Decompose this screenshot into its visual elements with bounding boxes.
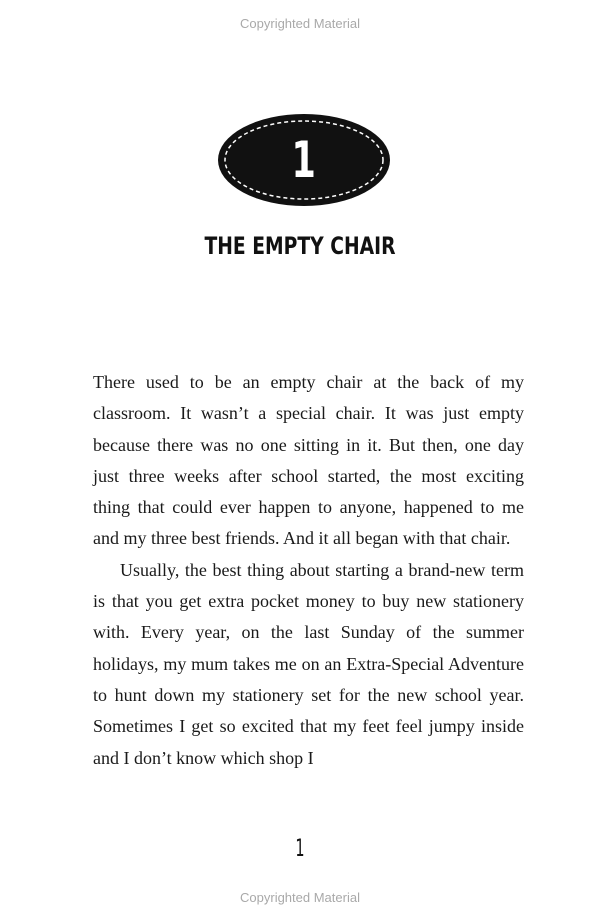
page-number: 1: [295, 834, 305, 862]
chapter-body: [93, 367, 524, 774]
chapter-number: 1: [291, 131, 317, 189]
copyright-watermark-top: Copyrighted Material: [240, 16, 360, 31]
chapter-title: THE EMPTY CHAIR: [204, 232, 396, 260]
paragraph-2: Usually, the best thing about starting a brand-new term is that you get extra pocket money to buy new stationery with. Every year, on the last Sunday of the summer holidays, my mum takes me on an Extra-Special Adventure to hunt down my stationery set for the new school year. Sometimes I get so excited that my feet feel jumpy inside and I don’t know which shop I: [93, 559, 524, 768]
copyright-watermark-bottom: Copyrighted Material: [240, 890, 360, 905]
paragraph-1: There used to be an empty chair at the back of my classroom. It wasn’t a special chair. It was just empty because there was no one sitting in it. But then, one day just three weeks after school started, the most exciting thing that could ever happen to anyone, happened to me and my three best friends. And it all began with that chair.: [93, 372, 524, 549]
